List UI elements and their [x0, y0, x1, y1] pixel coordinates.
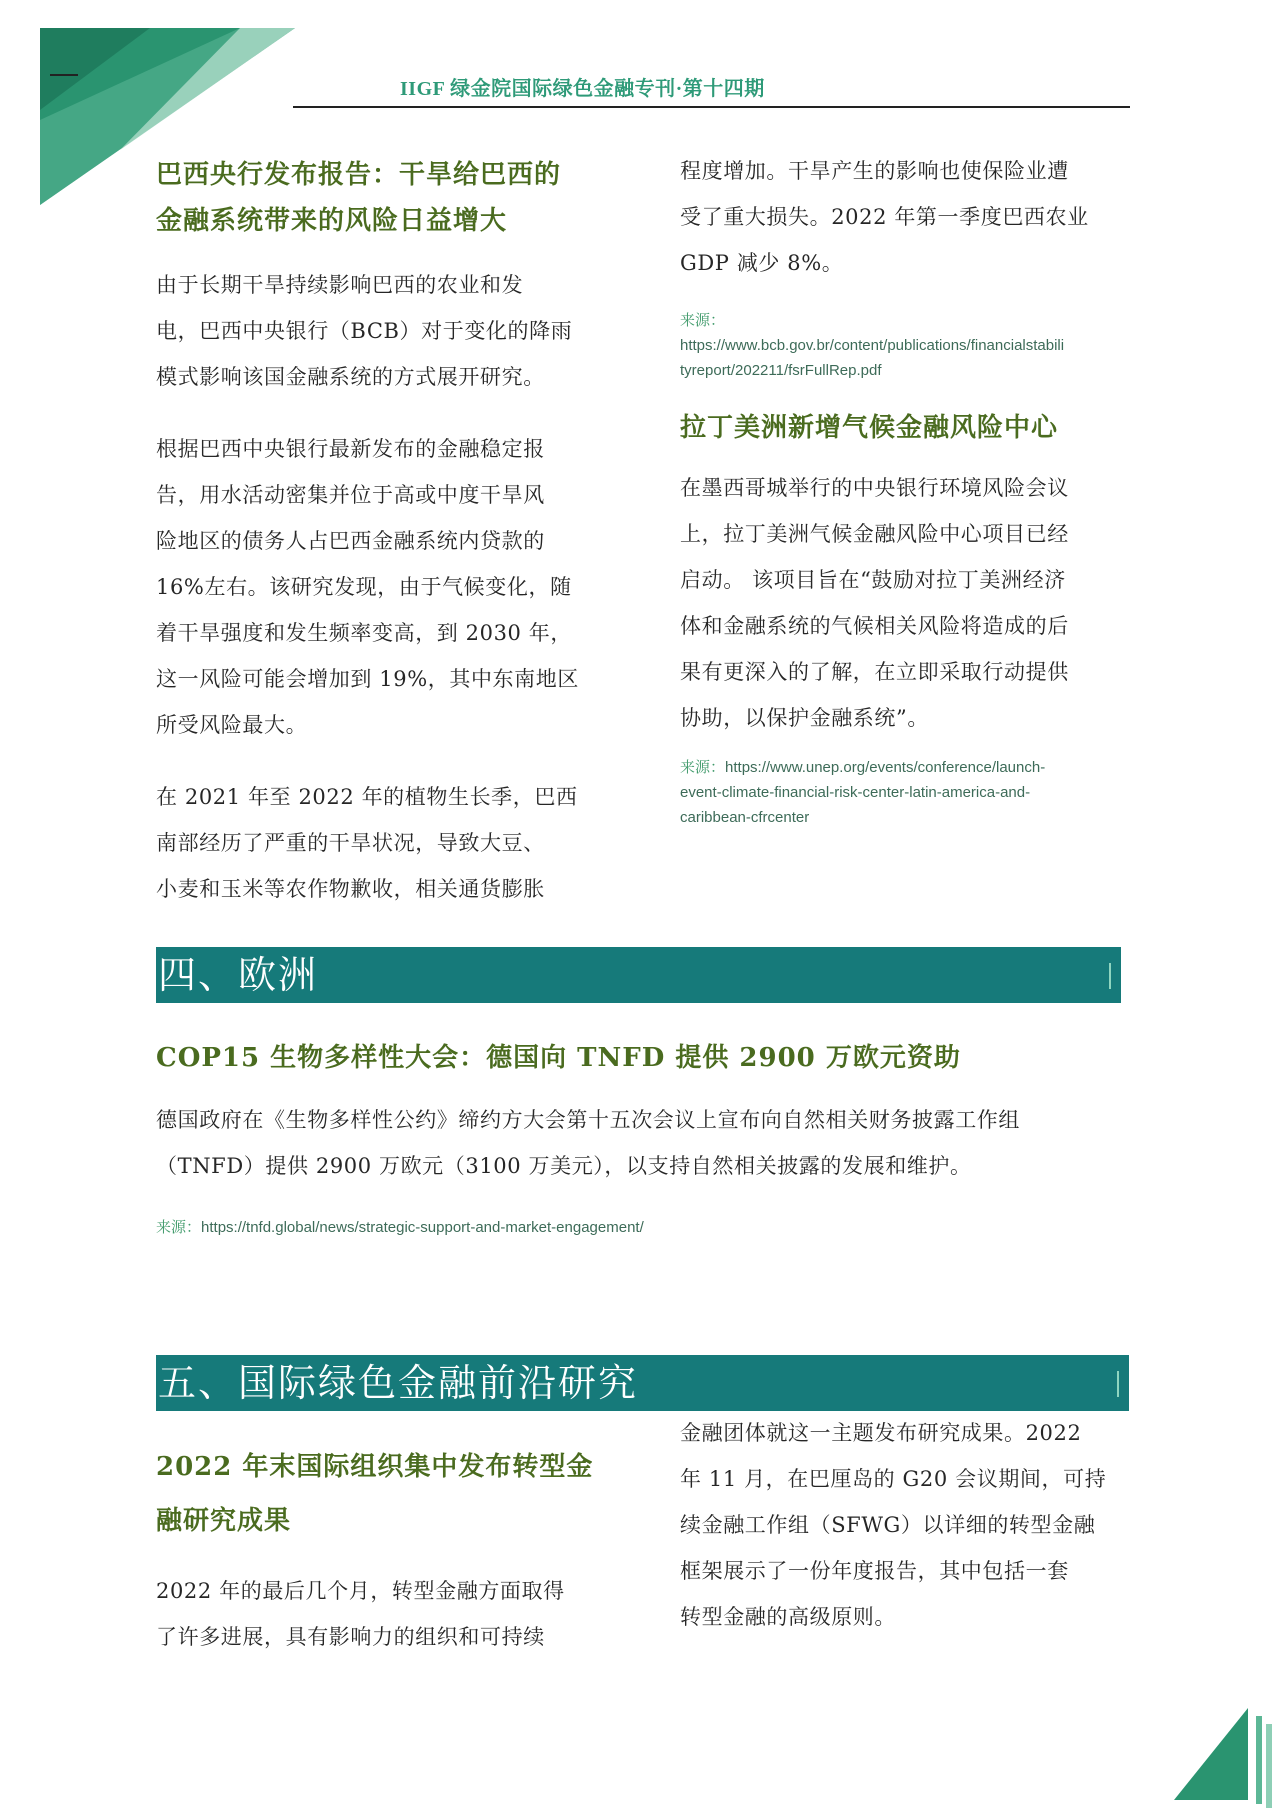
- section-title: 五、国际绿色金融前沿研究: [158, 1361, 639, 1405]
- heading-line: 融研究成果: [156, 1506, 292, 1536]
- text-line: 在 2021 年至 2022 年的植物生长季，巴西: [156, 785, 578, 809]
- section-band-europe: [156, 947, 1121, 1003]
- text-line: 转型金融的高级原则。: [680, 1605, 896, 1629]
- cop15-heading: COP15 生物多样性大会：德国向 TNFD 提供 2900 万欧元资助: [156, 1043, 961, 1073]
- text-line: 框架展示了一份年度报告，其中包括一套: [680, 1559, 1069, 1583]
- latam-source: [680, 755, 1130, 830]
- text-line: 德国政府在《生物多样性公约》缔约方大会第十五次会议上宣布向自然相关财务披露工作组: [156, 1108, 1020, 1132]
- brazil-source-link[interactable]: https://www.bcb.gov.br/content/publications/financialstabili: [680, 337, 1065, 354]
- cop15-section: [156, 1035, 1136, 1240]
- brazil-heading-line-2: 金融系统带来的风险日益增大: [156, 206, 508, 236]
- text-line: 2022 年的最后几个月，转型金融方面取得: [156, 1579, 565, 1603]
- transition-right-column: [680, 1410, 1130, 1640]
- cop15-paragraph: [156, 1097, 1136, 1189]
- text-line: 金融团体就这一主题发布研究成果。2022: [680, 1421, 1082, 1445]
- text-line: 模式影响该国金融系统的方式展开研究。: [156, 365, 545, 389]
- text-line: 南部经历了严重的干旱状况，导致大豆、: [156, 831, 545, 855]
- text-line: 年 11 月，在巴厘岛的 G20 会议期间，可持: [680, 1467, 1107, 1491]
- cop15-source-link[interactable]: https://tnfd.global/news/strategic-support-and-market-engagement/: [201, 1219, 644, 1236]
- brazil-section: [156, 152, 596, 912]
- latam-source-link[interactable]: caribbean-cfrcenter: [680, 809, 810, 826]
- text-line: 着干旱强度和发生频率变高，到 2030 年，: [156, 621, 572, 645]
- band-tick: [1109, 963, 1111, 989]
- heading-line: 2022 年末国际组织集中发布转型金: [156, 1452, 594, 1482]
- header-dash: [50, 74, 78, 76]
- transition-heading: [156, 1440, 596, 1548]
- latam-paragraph: [680, 465, 1130, 741]
- band-tick: [1117, 1371, 1119, 1397]
- text-line: 险地区的债务人占巴西金融系统内贷款的: [156, 529, 545, 553]
- text-line: 在墨西哥城举行的中央银行环境风险会议: [680, 476, 1069, 500]
- cop15-source: [156, 1215, 1136, 1240]
- source-label: 来源：: [680, 311, 726, 329]
- text-line: 启动。 该项目旨在“鼓励对拉丁美洲经济: [680, 568, 1066, 592]
- right-column: [680, 148, 1130, 830]
- text-line: 电，巴西中央银行（BCB）对于变化的降雨: [156, 319, 573, 343]
- text-line: 果有更深入的了解，在立即采取行动提供: [680, 660, 1069, 684]
- text-line: 了许多进展，具有影响力的组织和可持续: [156, 1625, 545, 1649]
- source-label: 来源：: [680, 758, 726, 776]
- text-line: 所受风险最大。: [156, 713, 308, 737]
- transition-paragraph-left: [156, 1568, 596, 1660]
- text-line: 告，用水活动密集并位于高或中度干旱风: [156, 483, 545, 507]
- text-line: 上，拉丁美洲气候金融风险中心项目已经: [680, 522, 1069, 546]
- text-line: 这一风险可能会增加到 19%，其中东南地区: [156, 667, 579, 691]
- page-header-title: IIGF 绿金院国际绿色金融专刊·第十四期: [400, 78, 765, 100]
- brazil-paragraph-1: [156, 262, 596, 400]
- transition-paragraph-right: [680, 1410, 1130, 1640]
- section-title: 四、欧洲: [158, 953, 319, 997]
- header-rule: [293, 106, 1130, 108]
- text-line: 根据巴西中央银行最新发布的金融稳定报: [156, 437, 545, 461]
- text-line: 由于长期干旱持续影响巴西的农业和发: [156, 273, 524, 297]
- source-label: 来源：: [156, 1218, 202, 1236]
- section-band-research: [156, 1355, 1129, 1411]
- corner-decoration-bottom-right: [1170, 1690, 1280, 1809]
- text-line: 协助，以保护金融系统”。: [680, 706, 929, 730]
- text-line: 小麦和玉米等农作物歉收，相关通货膨胀: [156, 877, 545, 901]
- brazil-heading-line-1: 巴西央行发布报告：干旱给巴西的: [156, 160, 562, 190]
- text-line: 体和金融系统的气候相关风险将造成的后: [680, 614, 1069, 638]
- text-line: 续金融工作组（SFWG）以详细的转型金融: [680, 1513, 1096, 1537]
- text-line: 程度增加。干旱产生的影响也使保险业遭: [680, 159, 1069, 183]
- latam-source-link[interactable]: https://www.unep.org/events/conference/launch-: [725, 759, 1046, 776]
- text-line: （TNFD）提供 2900 万欧元（3100 万美元），以支持自然相关披露的发展和维护。: [156, 1154, 972, 1178]
- brazil-source: [680, 308, 1130, 383]
- brazil-source-link[interactable]: tyreport/202211/fsrFullRep.pdf: [680, 362, 882, 379]
- brazil-paragraph-2: [156, 426, 596, 748]
- latam-source-link[interactable]: event-climate-financial-risk-center-latin-america-and-: [680, 784, 1031, 801]
- brazil-paragraph-3-continued: [680, 148, 1130, 286]
- transition-section: [156, 1440, 596, 1660]
- brazil-heading: [156, 152, 596, 244]
- latam-heading: 拉丁美洲新增气候金融风险中心: [680, 413, 1059, 443]
- text-line: 16%左右。该研究发现，由于气候变化，随: [156, 575, 572, 599]
- brazil-paragraph-3: [156, 774, 596, 912]
- text-line: GDP 减少 8%。: [680, 251, 844, 275]
- text-line: 受了重大损失。2022 年第一季度巴西农业: [680, 205, 1089, 229]
